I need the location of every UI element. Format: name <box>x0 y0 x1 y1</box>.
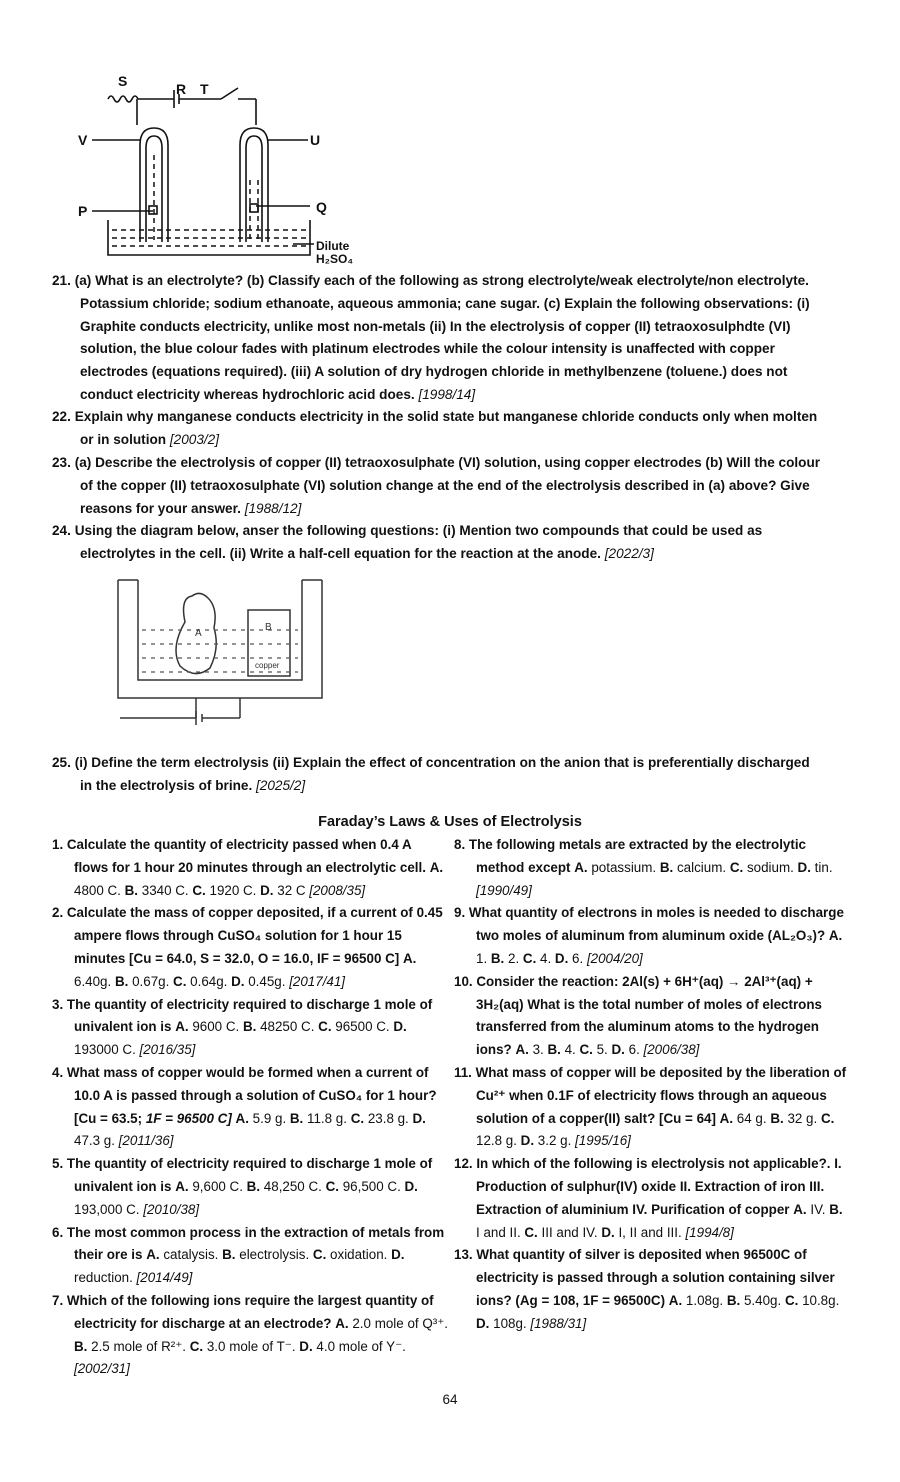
question-reference: [1988/12] <box>244 500 302 516</box>
question-21 <box>52 270 822 407</box>
label-p: P <box>78 203 88 219</box>
mcq-4: 4. What mass of copper would be formed when a current of 10.0 A is passed through a solution of CuSO₄ for 1 hour? [Cu = 63.5; 1F = 96500 C] A. 5.9 g. B. 11.8 g. C. 23.8 g. D. 47.3 g. [2011/36] <box>52 1064 437 1149</box>
question-number: 24. <box>52 523 71 538</box>
mcq-2: 2. Calculate the mass of copper deposited, if a current of 0.45 ampere flows through CuSO₄ solution for 1 hour 15 minutes [Cu = 64.0, S = 32.0, O = 16.0, IF = 96500 C] A. 6.40g. B. 0.67g. C. 0.64g. D. 0.45g. [2017/41] <box>52 905 443 989</box>
question-text: Explain why manganese conducts electricity in the solid state but manganese chloride conducts only when molten or in solution <box>74 409 818 447</box>
label-electrode-a: A <box>195 628 202 639</box>
question-text: (a) What is an electrolyte? (b) Classify each of the following as strong electrolyte/weak electrolyte/non electrolyte. Potassium chloride; sodium ethanoate, aqueous ammonia; cane sugar. (c) Explain the following observations: (i) Graphite conducts electricity, unlike most non-metals (ii) In the electrolysis of copper (II) tetraoxosulphdte (VI) solution, the blue colour fades with platinum electrodes while the colour intensity is unaffected with copper electrodes (equations required). (iii) A solution of dry hydrogen chloride in methylbenzene (toluene.) does not conduct electricity whereas hydrochloric acid does. <box>74 273 810 402</box>
mcq-13: 13. What quantity of silver is deposited when 96500C of electricity is passed through a solution containing silver ions? (Ag = 108, 1F = 96500C) A. 1.08g. B. 5.40g. C. 10.8g. D. 108g. [1988/31] <box>454 1247 840 1331</box>
label-u: U <box>310 132 321 148</box>
electrolytic-cell-sketch <box>100 568 340 738</box>
label-copper: copper <box>255 661 280 670</box>
left-column <box>50 834 448 1381</box>
question-number: 25. <box>52 755 71 770</box>
electrolysis-apparatus-diagram <box>78 70 378 270</box>
page-number: 64 <box>442 1392 458 1407</box>
question-text: (i) Define the term electrolysis (ii) Explain the effect of concentration on the anion that is preferentially discharged in the electrolysis of brine. <box>74 755 810 793</box>
question-23 <box>52 452 822 520</box>
mcq-12: 12. In which of the following is electrolysis not applicable?. I. Production of sulphur(IV) oxide II. Extraction of iron III. Extraction of aluminium IV. Purification of copper A. IV. B. I and II. C. III and IV. D. I, II and III. [1994/8] <box>454 1156 843 1240</box>
label-dilute: Dilute <box>316 239 350 253</box>
question-text: (a) Describe the electrolysis of copper (II) tetraoxosulphate (VI) solution, using copper electrodes (b) Will the colour of the copper (II) tetraoxosulphate (VI) solution change at the end of the electrolysis described in (a) above? Give reasons for your answer. <box>74 455 821 516</box>
label-electrode-b: B <box>265 622 272 633</box>
mcq-5: 5. The quantity of electricity required to discharge 1 mole of univalent ion is A. 9,600 C. B. 48,250 C. C. 96,500 C. D. 193,000 C. [2010/38] <box>52 1156 433 1217</box>
label-r: R <box>176 81 187 97</box>
mcq-11: 11. What mass of copper will be deposited by the liberation of Cu²⁺ when 0.1F of electricity flows through an aqueous solution of a copper(II) salt? [Cu = 64] A. 64 g. B. 32 g. C. 12.8 g. D. 3.2 g. [1995/16] <box>454 1064 847 1149</box>
question-22 <box>52 406 822 452</box>
question-number: 22. <box>52 409 71 424</box>
mcq-8: 8. The following metals are extracted by the electrolytic method except A. potassium. B. calcium. C. sodium. D. tin. [1990/49] <box>454 837 833 898</box>
question-24 <box>52 520 822 566</box>
label-q: Q <box>316 199 327 215</box>
question-number: 23. <box>52 455 71 470</box>
question-reference: [1998/14] <box>418 386 476 402</box>
mcq-9: 9. What quantity of electrons in moles is needed to discharge two moles of aluminum from aluminum oxide (AL₂O₃)? A. 1. B. 2. C. 4. D. 6. [2004/20] <box>454 905 844 966</box>
right-column <box>452 834 850 1336</box>
mcq-6: 6. The most common process in the extraction of metals from their ore is A. catalysis. B. electrolysis. C. oxidation. D. reduction. [2014/49] <box>52 1224 445 1286</box>
question-number: 21. <box>52 273 71 288</box>
section-title: Faraday’s Laws & Uses of Electrolysis <box>318 814 582 830</box>
label-s: S <box>118 73 128 89</box>
label-acid: H₂SO₄ <box>316 252 354 266</box>
label-v: V <box>78 132 88 148</box>
question-reference: [2025/2] <box>256 777 306 793</box>
question-reference: [2022/3] <box>604 545 654 561</box>
question-25 <box>52 752 822 798</box>
question-reference: [2003/2] <box>169 431 220 447</box>
question-text: Using the diagram below, anser the following questions: (i) Mention two compounds that could be used as electrolytes in the cell. (ii) Write a half-cell equation for the reaction at the anode. <box>74 523 763 561</box>
mcq-10: 10. Consider the reaction: 2Al(s) + 6H⁺(aq) → 2Al³⁺(aq) + 3H₂(aq) What is the total number of moles of electrons transferred from the aluminum atoms to the hydrogen ions? A. 3. B. 4. C. 5. D. 6. [2006/38] <box>454 973 822 1058</box>
mcq-7: 7. Which of the following ions require the largest quantity of electricity for discharge at an electrode? A. 2.0 mole of Q³⁺. B. 2.5 mole of R²⁺. C. 3.0 mole of T⁻. D. 4.0 mole of Y⁻. [2002/31] <box>52 1292 448 1377</box>
mcq-3: 3. The quantity of electricity required to discharge 1 mole of univalent ion is A. 9600 C. B. 48250 C. C. 96500 C. D. 193000 C. [2016/35] <box>52 996 433 1058</box>
label-t: T <box>200 81 209 97</box>
mcq-1: 1. Calculate the quantity of electricity passed when 0.4 A flows for 1 hour 20 minutes through an electrolytic cell. A. 4800 C. B. 3340 C. C. 1920 C. D. 32 C [2008/35] <box>52 837 444 898</box>
